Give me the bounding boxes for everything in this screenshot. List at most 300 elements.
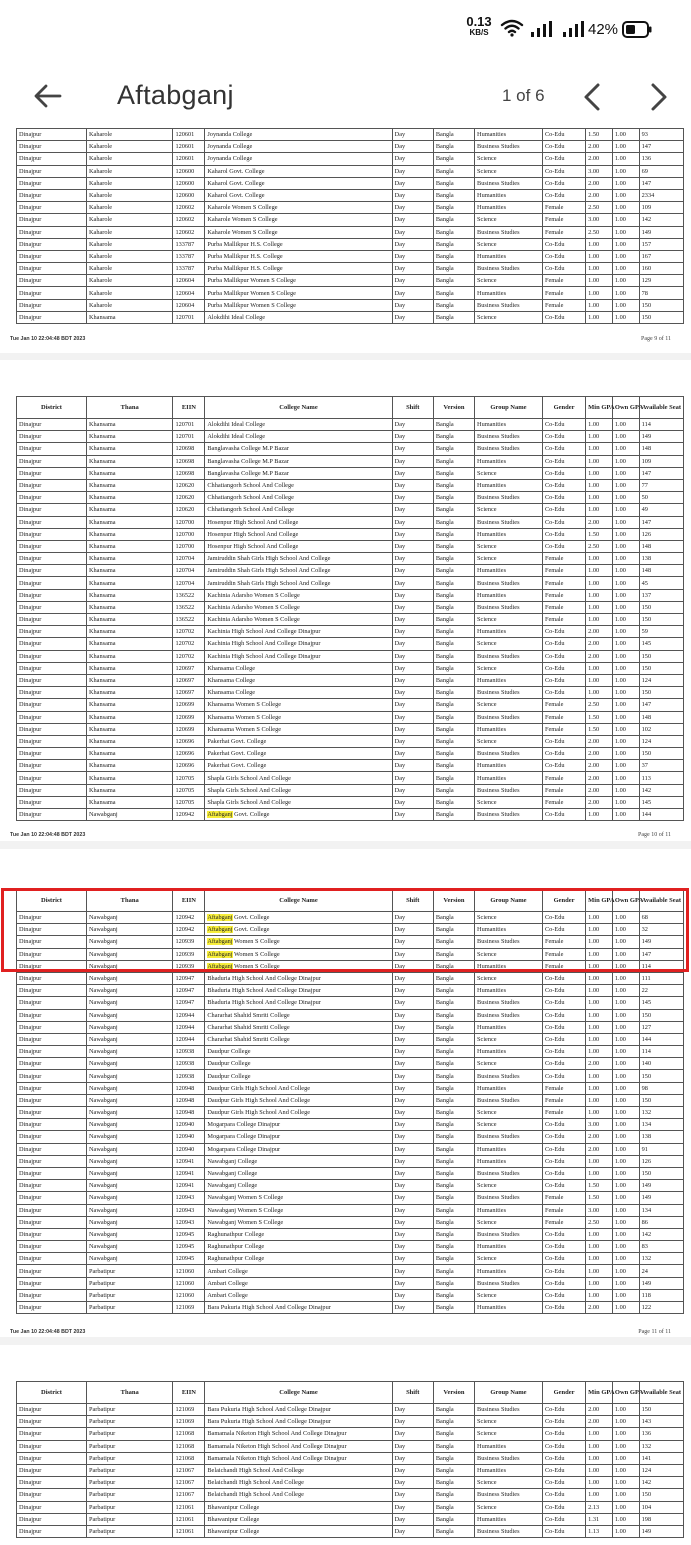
pdf-viewer[interactable]	[0, 131, 691, 1536]
table-cell: Bangla	[433, 492, 474, 504]
table-cell: 1.00	[586, 1070, 613, 1082]
table-cell: 148	[639, 540, 683, 552]
table-cell: Day	[392, 1404, 433, 1416]
table-cell: Science	[475, 1501, 543, 1513]
table-cell: 1.00	[586, 504, 613, 516]
table-cell: Humanities	[475, 1265, 543, 1277]
table-cell: 1.00	[612, 972, 639, 984]
table-cell: 114	[639, 960, 683, 972]
table-cell: 120944	[173, 1033, 205, 1045]
table-cell: Science	[475, 1216, 543, 1228]
table-cell: 120942	[173, 924, 205, 936]
table-cell: Nawabganj	[86, 1131, 172, 1143]
table-cell: Co-Edu	[542, 760, 585, 772]
table-cell: Co-Edu	[542, 1525, 585, 1537]
table-cell: Dinajpur	[17, 299, 87, 311]
table-cell: Khansama	[86, 638, 172, 650]
table-cell: Day	[392, 638, 433, 650]
table-row	[17, 1033, 684, 1045]
table-cell: Science	[475, 662, 543, 674]
table-cell: 2.00	[586, 784, 613, 796]
table-cell: 1.00	[612, 165, 639, 177]
table-cell: 120941	[173, 1180, 205, 1192]
table-cell: Bangla	[433, 540, 474, 552]
table-row	[17, 553, 684, 565]
table-cell: Bangla	[433, 796, 474, 808]
table-cell: Kaharole	[86, 165, 172, 177]
table-cell: 45	[639, 577, 683, 589]
table-cell: Khansama College	[205, 687, 392, 699]
table-cell: 59	[639, 626, 683, 638]
table-cell: 120938	[173, 1046, 205, 1058]
table-cell: 1.00	[612, 202, 639, 214]
table-cell: Day	[392, 467, 433, 479]
table-cell: Co-Edu	[542, 1416, 585, 1428]
table-cell: 150	[639, 614, 683, 626]
table-cell: 109	[639, 202, 683, 214]
table-cell: Day	[392, 165, 433, 177]
table-cell: Bangla	[433, 997, 474, 1009]
table-cell: Nawabganj Women S College	[205, 1204, 392, 1216]
table-cell: Joynanda College	[205, 141, 392, 153]
table-cell: Co-Edu	[542, 1009, 585, 1021]
table-cell: 1.00	[612, 287, 639, 299]
table-cell: Co-Edu	[542, 662, 585, 674]
table-cell: Purba Mallikpur H.S. College	[205, 238, 392, 250]
table-cell: Day	[392, 1253, 433, 1265]
table-cell: Co-Edu	[542, 250, 585, 262]
table-cell: 120702	[173, 638, 205, 650]
table-cell: Bangla	[433, 809, 474, 821]
table-cell: Alokdihi Ideal College	[205, 311, 392, 323]
table-cell: Co-Edu	[542, 263, 585, 275]
table-cell: Bangla	[433, 299, 474, 311]
table-cell: Day	[392, 985, 433, 997]
table-cell: Khansama	[86, 540, 172, 552]
table-cell: 1.00	[612, 748, 639, 760]
table-cell: Kaharole Women S College	[205, 214, 392, 226]
table-row	[17, 912, 684, 924]
wifi-icon	[500, 19, 524, 37]
table-cell: 149	[639, 226, 683, 238]
table-cell: Day	[392, 238, 433, 250]
table-cell: 121061	[173, 1525, 205, 1537]
table-cell: Co-Edu	[542, 997, 585, 1009]
table-cell: Jamiruddin Shah Girls High School And College	[205, 553, 392, 565]
table-cell: 150	[639, 662, 683, 674]
table-row	[17, 540, 684, 552]
table-cell: Kaharole	[86, 238, 172, 250]
search-match-highlight: Aftabganj	[207, 811, 233, 819]
table-cell: Kaharole	[86, 177, 172, 189]
table-cell: Nawabganj	[86, 1009, 172, 1021]
table-cell: Khansama	[86, 662, 172, 674]
table-row	[17, 455, 684, 467]
table-cell: Belaichandi High School And College	[205, 1489, 392, 1501]
table-row	[17, 1501, 684, 1513]
table-cell: Raghunathpur College	[205, 1228, 392, 1240]
table-row	[17, 1228, 684, 1240]
search-match-highlight: Aftabganj	[207, 938, 233, 946]
signal-icon	[530, 21, 552, 37]
table-cell: 1.00	[586, 553, 613, 565]
table-cell: Co-Edu	[542, 443, 585, 455]
table-cell: Dinajpur	[17, 784, 87, 796]
table-cell: 1.13	[586, 1525, 613, 1537]
table-cell: 149	[639, 1525, 683, 1537]
table-cell: Co-Edu	[542, 1277, 585, 1289]
table-cell: Daudpur Girls High School And College	[205, 1107, 392, 1119]
table-cell: 1.00	[586, 1489, 613, 1501]
table-cell: Day	[392, 177, 433, 189]
table-cell: Day	[392, 650, 433, 662]
table-row	[17, 1302, 684, 1314]
table-cell: Business Studies	[475, 177, 543, 189]
table-cell: 1.00	[612, 1302, 639, 1314]
table-cell: 1.00	[612, 662, 639, 674]
table-cell: Business Studies	[475, 1167, 543, 1179]
table-cell: 145	[639, 997, 683, 1009]
network-speed-value: 0.13	[466, 14, 492, 29]
table-cell: 1.00	[586, 1265, 613, 1277]
table-cell: Bangla	[433, 662, 474, 674]
table-cell: 2.50	[586, 226, 613, 238]
table-cell: Nawabganj	[86, 1021, 172, 1033]
table-cell: Bangla	[433, 1289, 474, 1301]
table-cell: 1.00	[612, 528, 639, 540]
table-cell: Female	[542, 226, 585, 238]
table-cell: Dinajpur	[17, 924, 87, 936]
table-cell: 120705	[173, 772, 205, 784]
table-cell: 120698	[173, 443, 205, 455]
table-cell: 114	[639, 1046, 683, 1058]
table-cell: Bangla	[433, 553, 474, 565]
table-cell: Kaharole	[86, 250, 172, 262]
table-row	[17, 565, 684, 577]
table-cell: 137	[639, 589, 683, 601]
table-row	[17, 650, 684, 662]
table-cell: Khansama	[86, 772, 172, 784]
column-header: Gender	[542, 890, 585, 912]
table-cell: 2.00	[586, 760, 613, 772]
next-match-icon[interactable]	[643, 80, 673, 114]
table-cell: Dinajpur	[17, 674, 87, 686]
table-cell: 1.00	[612, 638, 639, 650]
table-cell: Bhawanipur College	[205, 1501, 392, 1513]
table-cell: Dinajpur	[17, 772, 87, 784]
table-cell: 120943	[173, 1204, 205, 1216]
table-cell: Khansama Women S College	[205, 699, 392, 711]
table-cell: 129	[639, 275, 683, 287]
table-cell: Bangla	[433, 516, 474, 528]
table-cell: Dinajpur	[17, 1416, 87, 1428]
table-cell: 1.00	[612, 912, 639, 924]
admission-table	[16, 1381, 684, 1538]
table-row	[17, 997, 684, 1009]
table-cell: Bangla	[433, 1021, 474, 1033]
table-cell: Humanities	[475, 924, 543, 936]
table-cell: Dinajpur	[17, 431, 87, 443]
column-header: EIIN	[173, 397, 205, 419]
table-cell: Bangla	[433, 1094, 474, 1106]
table-cell: 1.00	[586, 1082, 613, 1094]
table-cell: 1.00	[612, 1513, 639, 1525]
table-cell: Daudpur College	[205, 1046, 392, 1058]
table-cell: 1.00	[586, 1289, 613, 1301]
table-cell: Parbatipur	[86, 1452, 172, 1464]
table-cell: Day	[392, 250, 433, 262]
table-cell: Day	[392, 129, 433, 141]
table-cell: 114	[639, 419, 683, 431]
table-cell: Day	[392, 1192, 433, 1204]
table-cell: Co-Edu	[542, 165, 585, 177]
table-cell: Nawabganj	[86, 948, 172, 960]
table-cell: Day	[392, 1021, 433, 1033]
table-cell: Female	[542, 202, 585, 214]
table-cell: 1.50	[586, 1192, 613, 1204]
table-cell: Day	[392, 1204, 433, 1216]
table-cell: Day	[392, 431, 433, 443]
table-cell: 121068	[173, 1452, 205, 1464]
table-cell: Mogarpara College Dinajpur	[205, 1119, 392, 1131]
table-cell: 1.00	[612, 1119, 639, 1131]
table-cell: Daudpur Girls High School And College	[205, 1094, 392, 1106]
table-cell: 1.00	[612, 504, 639, 516]
table-cell: Co-Edu	[542, 638, 585, 650]
table-cell: 148	[639, 565, 683, 577]
table-cell: 1.00	[586, 1440, 613, 1452]
table-cell: Kaharole	[86, 129, 172, 141]
table-cell: 120941	[173, 1155, 205, 1167]
table-cell: Aftabganj Govt. College	[205, 924, 392, 936]
table-cell: 138	[639, 553, 683, 565]
table-cell: Aftabganj Govt. College	[205, 912, 392, 924]
table-cell: 1.00	[612, 1058, 639, 1070]
table-cell: Female	[542, 1204, 585, 1216]
table-cell: 120700	[173, 516, 205, 528]
table-cell: Daudpur Girls High School And College	[205, 1082, 392, 1094]
table-cell: Parbatipur	[86, 1440, 172, 1452]
table-cell: 1.00	[612, 1253, 639, 1265]
table-cell: 121060	[173, 1265, 205, 1277]
table-cell: 127	[639, 1021, 683, 1033]
table-cell: Business Studies	[475, 1192, 543, 1204]
table-cell: Kaharol Govt. College	[205, 189, 392, 201]
table-cell: 1.50	[586, 129, 613, 141]
table-cell: Parbatipur	[86, 1464, 172, 1476]
table-cell: 1.00	[612, 299, 639, 311]
table-cell: 93	[639, 129, 683, 141]
table-cell: Bangla	[433, 165, 474, 177]
table-cell: Day	[392, 1416, 433, 1428]
table-cell: 2.00	[586, 772, 613, 784]
table-row	[17, 443, 684, 455]
table-cell: Dinajpur	[17, 985, 87, 997]
table-cell: 86	[639, 1216, 683, 1228]
table-cell: Humanities	[475, 479, 543, 491]
table-cell: Bangla	[433, 1525, 474, 1537]
table-row	[17, 687, 684, 699]
table-row	[17, 1180, 684, 1192]
table-cell: Bangla	[433, 614, 474, 626]
table-cell: Female	[542, 214, 585, 226]
table-cell: 1.00	[612, 1094, 639, 1106]
table-row	[17, 1404, 684, 1416]
table-cell: 120601	[173, 141, 205, 153]
table-cell: Bangla	[433, 638, 474, 650]
table-cell: Business Studies	[475, 1094, 543, 1106]
table-cell: Chhatiangorh School And College	[205, 504, 392, 516]
table-cell: Science	[475, 1033, 543, 1045]
table-cell: Ambari College	[205, 1265, 392, 1277]
table-cell: 144	[639, 809, 683, 821]
match-counter: 1 of 6	[502, 86, 545, 105]
page-timestamp: Tue Jan 10 22:04:48 BDT 2023	[10, 1329, 86, 1335]
table-cell: Bangla	[433, 1155, 474, 1167]
table-cell: Science	[475, 311, 543, 323]
table-cell: Dinajpur	[17, 735, 87, 747]
table-cell: Science	[475, 796, 543, 808]
table-cell: 1.00	[586, 492, 613, 504]
table-cell: Humanities	[475, 1082, 543, 1094]
table-row	[17, 1525, 684, 1537]
table-cell: Purba Mallikpur Women S College	[205, 287, 392, 299]
table-cell: Bangla	[433, 687, 474, 699]
table-cell: Dinajpur	[17, 1477, 87, 1489]
table-cell: Business Studies	[475, 577, 543, 589]
table-row	[17, 1428, 684, 1440]
table-cell: 198	[639, 1513, 683, 1525]
table-cell: 120698	[173, 455, 205, 467]
table-cell: Bamamala Niketon High School And College Dinajpur	[205, 1428, 392, 1440]
table-cell: Parbatipur	[86, 1525, 172, 1537]
table-cell: Nawabganj	[86, 1253, 172, 1265]
table-cell: Dinajpur	[17, 528, 87, 540]
table-cell: 147	[639, 516, 683, 528]
table-cell: Co-Edu	[542, 479, 585, 491]
table-cell: Science	[475, 1107, 543, 1119]
table-cell: Female	[542, 699, 585, 711]
table-cell: 120943	[173, 1192, 205, 1204]
table-cell: Dinajpur	[17, 638, 87, 650]
table-cell: Khansama	[86, 419, 172, 431]
table-cell: Bangla	[433, 772, 474, 784]
table-cell: 120602	[173, 226, 205, 238]
table-cell: 136522	[173, 589, 205, 601]
table-row	[17, 735, 684, 747]
table-cell: 109	[639, 455, 683, 467]
table-cell: Dinajpur	[17, 540, 87, 552]
table-cell: Co-Edu	[542, 516, 585, 528]
table-cell: 142	[639, 1477, 683, 1489]
table-cell: Kaharole	[86, 226, 172, 238]
table-cell: Co-Edu	[542, 912, 585, 924]
table-row	[17, 1513, 684, 1525]
table-cell: 120604	[173, 287, 205, 299]
table-cell: Co-Edu	[542, 1058, 585, 1070]
table-cell: 1.00	[586, 924, 613, 936]
table-cell: 132	[639, 1440, 683, 1452]
table-cell: Nawabganj	[86, 1070, 172, 1082]
table-cell: 120699	[173, 723, 205, 735]
table-cell: 120600	[173, 165, 205, 177]
table-cell: 150	[639, 1167, 683, 1179]
table-cell: Kaharol Govt. College	[205, 165, 392, 177]
table-cell: Nawabganj	[86, 809, 172, 821]
table-cell: Dinajpur	[17, 226, 87, 238]
table-cell: Bangla	[433, 1009, 474, 1021]
table-cell: 136	[639, 153, 683, 165]
table-cell: 1.00	[612, 650, 639, 662]
table-cell: 1.00	[586, 1464, 613, 1476]
table-row	[17, 1277, 684, 1289]
table-cell: 2.00	[586, 1058, 613, 1070]
column-header: College Name	[205, 1382, 392, 1404]
table-cell: Khansama	[86, 760, 172, 772]
table-cell: Day	[392, 972, 433, 984]
table-cell: Nawabganj	[86, 936, 172, 948]
table-cell: Nawabganj	[86, 1094, 172, 1106]
table-cell: Business Studies	[475, 1070, 543, 1082]
table-cell: 1.00	[612, 997, 639, 1009]
table-cell: Co-Edu	[542, 1167, 585, 1179]
table-cell: Bhawanipur College	[205, 1525, 392, 1537]
table-cell: Day	[392, 1265, 433, 1277]
table-cell: Bara Pukuria High School And College Dinajpur	[205, 1302, 392, 1314]
table-cell: Day	[392, 1216, 433, 1228]
table-row	[17, 577, 684, 589]
column-header: Own GPA	[612, 397, 639, 419]
table-cell: 1.00	[612, 1265, 639, 1277]
table-cell: 120941	[173, 1167, 205, 1179]
table-cell: 150	[639, 601, 683, 613]
table-cell: Business Studies	[475, 263, 543, 275]
table-cell: Bangla	[433, 985, 474, 997]
table-cell: Day	[392, 504, 433, 516]
table-cell: 149	[639, 1192, 683, 1204]
table-cell: Nawabganj	[86, 1155, 172, 1167]
table-cell: Humanities	[475, 528, 543, 540]
table-cell: 1.00	[612, 760, 639, 772]
table-row	[17, 129, 684, 141]
table-cell: Bangla	[433, 1119, 474, 1131]
table-cell: Co-Edu	[542, 1464, 585, 1476]
table-cell: 147	[639, 699, 683, 711]
table-cell: Nawabganj	[86, 1228, 172, 1240]
table-cell: 1.00	[612, 699, 639, 711]
table-cell: Day	[392, 1046, 433, 1058]
table-cell: Dinajpur	[17, 711, 87, 723]
table-cell: 121060	[173, 1277, 205, 1289]
table-cell: Co-Edu	[542, 1228, 585, 1240]
column-header: Min GPA	[586, 1382, 613, 1404]
table-cell: 121061	[173, 1501, 205, 1513]
table-row	[17, 1094, 684, 1106]
table-cell: Science	[475, 467, 543, 479]
table-cell: 2.50	[586, 540, 613, 552]
previous-match-icon[interactable]	[578, 80, 608, 114]
table-row	[17, 153, 684, 165]
table-cell: Dinajpur	[17, 516, 87, 528]
table-cell: 49	[639, 504, 683, 516]
table-header-row	[17, 397, 684, 419]
table-cell: Humanities	[475, 985, 543, 997]
table-cell: Humanities	[475, 1464, 543, 1476]
back-arrow-icon[interactable]	[30, 78, 66, 114]
table-cell: Bangla	[433, 699, 474, 711]
table-cell: Khansama	[86, 431, 172, 443]
table-cell: Parbatipur	[86, 1289, 172, 1301]
